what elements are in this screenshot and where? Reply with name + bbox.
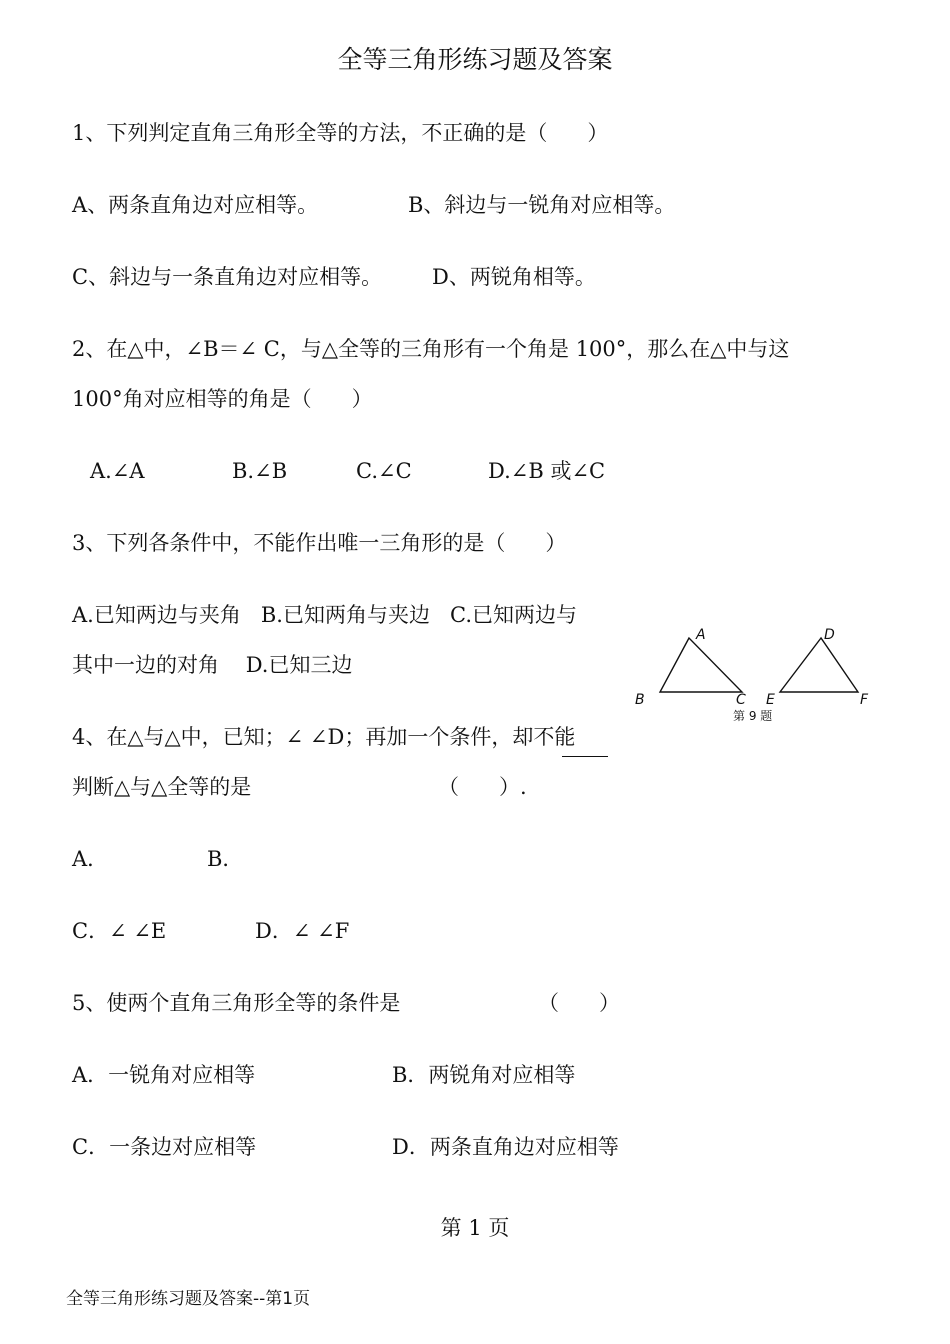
label-f: F (860, 692, 869, 708)
q4-option-a: A． (72, 847, 109, 871)
q1-option-a: A、两条直角边对应相等。 (72, 193, 319, 217)
q3-options-line2: 其中一边的对角 D.已知三边 (72, 653, 353, 677)
q2-stem-line1: 2、在△中，∠B＝∠ C，与△全等的三角形有一个角是 100°，那么在△中与这 (72, 337, 790, 361)
q3-options-line1: A.已知两边与夹角 B.已知两角与夹边 C.已知两边与 (72, 603, 577, 627)
label-d: D (824, 627, 835, 643)
q4-stem-line2: 判断△与△全等的是 (72, 775, 252, 799)
q4-option-b: B． (207, 847, 244, 871)
triangle-figure (628, 624, 884, 728)
triangle-abc (660, 638, 742, 692)
q2-option-c: C.∠C (356, 459, 412, 483)
label-b: B (635, 692, 645, 708)
q1-stem: 1、下列判定直角三角形全等的方法，不正确的是（ ） (72, 121, 609, 145)
q1-option-b: B、斜边与一锐角对应相等。 (408, 193, 676, 217)
label-e: E (766, 692, 775, 708)
q3-stem: 3、下列各条件中，不能作出唯一三角形的是（ ） (72, 531, 567, 555)
q5-stem: 5、使两个直角三角形全等的条件是 (72, 991, 401, 1015)
q2-stem-line2: 100°角对应相等的角是（ ） (72, 387, 373, 411)
q2-option-b: B.∠B (232, 459, 288, 483)
q4-option-c: C．∠ ∠E (72, 919, 167, 943)
q2-option-d: D.∠B 或∠C (488, 459, 606, 483)
q1-option-d: D、两锐角相等。 (432, 265, 596, 289)
page-number: 第 1 页 (440, 1216, 510, 1240)
q5-answer-paren: （ ） (538, 991, 621, 1015)
triangle-def (780, 638, 858, 692)
q5-option-b: B．两锐角对应相等 (392, 1063, 576, 1087)
label-a: A (696, 627, 706, 643)
q1-option-c: C、斜边与一条直角边对应相等。 (72, 265, 383, 289)
q5-option-c: C．一条边对应相等 (72, 1135, 257, 1159)
q4-option-d: D．∠ ∠F (255, 919, 350, 943)
underline-mark (562, 756, 608, 757)
q5-option-a: A．一锐角对应相等 (72, 1063, 256, 1087)
document-title: 全等三角形练习题及答案 (337, 45, 613, 74)
q5-option-d: D．两条直角边对应相等 (392, 1135, 619, 1159)
q4-stem-line1: 4、在△与△中，已知；∠ ∠D；再加一个条件，却不能 (72, 725, 576, 749)
q4-answer-paren: （ ）. (438, 775, 527, 799)
label-c: C (736, 692, 746, 708)
q2-option-a: A.∠A (90, 459, 145, 483)
footer-text: 全等三角形练习题及答案--第1页 (66, 1289, 311, 1309)
figure-caption: 第 9 题 (733, 709, 773, 723)
